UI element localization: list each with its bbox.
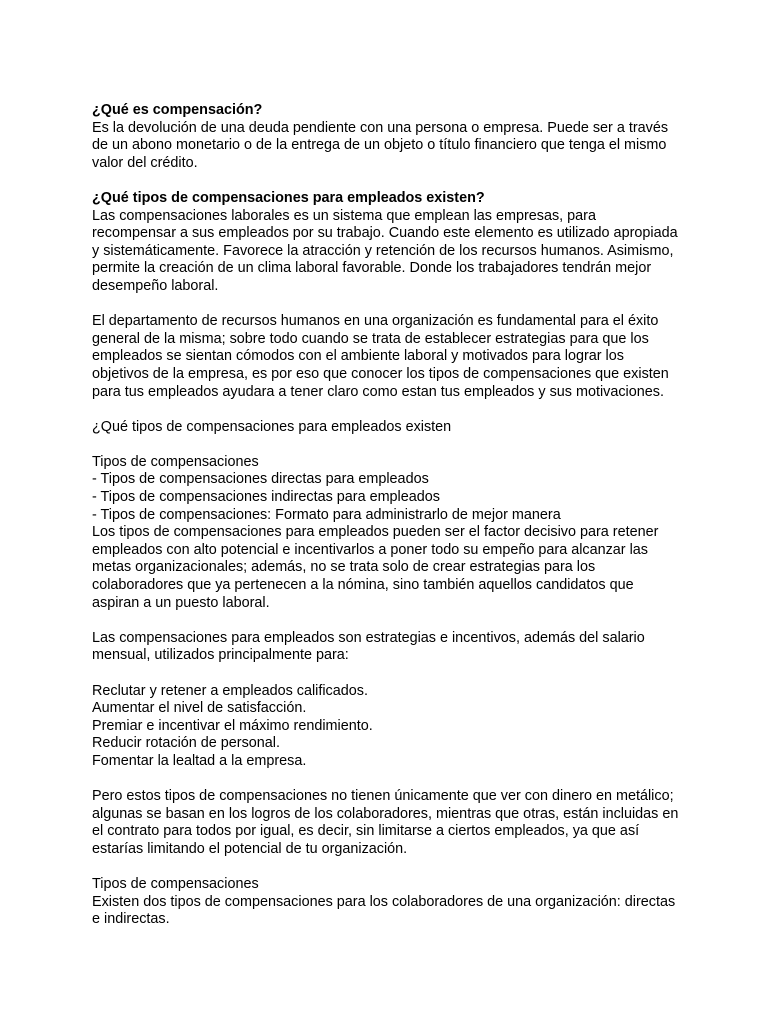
paragraph-line: e indirectas. [92,911,170,928]
paragraph-line: y sistemáticamente. Favorece la atracción y retención de los recursos humanos. Asimismo, [92,242,674,259]
paragraph-gap [92,665,692,683]
paragraph-line: estarías limitando el potencial de tu organización. [92,840,408,857]
paragraph-gap [92,172,692,190]
paragraph-line: Las compensaciones laborales es un sistema que emplean las empresas, para [92,207,596,224]
list-item: Fomentar la lealtad a la empresa. [92,752,307,769]
paragraph-line: algunas se basan en los logros de los colaboradores, mientras que otras, están incluidas en [92,805,679,822]
subheading-line: Tipos de compensaciones [92,876,259,893]
paragraph-gap [92,436,692,454]
paragraph-gap [92,296,692,314]
paragraph-line: El departamento de recursos humanos en una organización es fundamental para el éxito [92,313,659,330]
paragraph-gap [92,401,692,419]
paragraph-line: desempeño laboral. [92,277,219,294]
list-item: Aumentar el nivel de satisfacción. [92,700,307,717]
subheading-line: Tipos de compensaciones [92,453,259,470]
paragraph-gap [92,771,692,789]
paragraph-line: empleados se sientan cómodos con el ambiente laboral y motivados para lograr los [92,348,624,365]
paragraph-dos-tipos [92,876,692,929]
paragraph-line: Las compensaciones para empleados son estrategias e incentivos, además del salario [92,629,645,646]
paragraph-line: Existen dos tipos de compensaciones para los colaboradores de una organización: directas [92,893,676,910]
list-item: - Tipos de compensaciones indirectas para empleados [92,489,440,506]
list-item: - Tipos de compensaciones directas para empleados [92,471,429,488]
paragraph-gap [92,612,692,630]
paragraph-line: Es la devolución de una deuda pendiente con una persona o empresa. Puede ser a través [92,119,669,136]
list-item: Reclutar y retener a empleados calificados. [92,682,368,699]
paragraph-line: permite la creación de un clima laboral favorable. Donde los trabajadores tendrán mejor [92,260,652,277]
paragraph-line: valor del crédito. [92,154,198,171]
list-item: - Tipos de compensaciones: Formato para administrarlo de mejor manera [92,506,561,523]
section-que-es-compensacion [92,102,692,172]
paragraph-tipos-list [92,454,692,612]
paragraph-line: para tus empleados ayudara a tener claro como estan tus empleados y sus motivaciones. [92,383,664,400]
section-heading: ¿Qué tipos de compensaciones para empleados existen? [92,189,485,206]
paragraph-line: colaboradores que ya pertenecen a la nómina, sino también aquellos candidatos que [92,577,634,594]
paragraph-recursos-humanos [92,313,692,401]
section-heading: ¿Qué es compensación? [92,102,263,118]
section-tipos-de-compensaciones [92,190,692,296]
paragraph-line: el contrato para todos por igual, es decir, sin limitarse a ciertos empleados, ya que así [92,823,640,840]
paragraph-line: Los tipos de compensaciones para empleados pueden ser el factor decisivo para retener [92,524,659,541]
paragraph-question [92,419,692,437]
paragraph-line: metas organizacionales; además, no se trata solo de crear estrategias para los [92,559,596,576]
paragraph-dinero-metalico [92,788,692,858]
paragraph-line: de un abono monetario o de la entrega de un objeto o título financiero que tenga el mismo [92,137,667,154]
paragraph-line: ¿Qué tipos de compensaciones para empleados existen [92,418,452,435]
list-item: Premiar e incentivar el máximo rendimiento. [92,717,373,734]
list-item: Reducir rotación de personal. [92,735,280,752]
paragraph-line: empleados con alto potencial e incentivarlos a poner todo su empeño para alcanzar las [92,541,648,558]
paragraph-line: aspiran a un puesto laboral. [92,594,270,611]
paragraph-estrategias [92,630,692,665]
document-body [92,102,692,929]
paragraph-line: mensual, utilizados principalmente para: [92,647,349,664]
paragraph-gap [92,859,692,877]
paragraph-line: general de la misma; sobre todo cuando se trata de establecer estrategias para que los [92,330,649,347]
paragraph-line: recompensar a sus empleados por su trabajo. Cuando este elemento es utilizado apropiada [92,225,678,242]
paragraph-line: Pero estos tipos de compensaciones no tienen únicamente que ver con dinero en metálico; [92,788,674,805]
paragraph-objetivos-list [92,683,692,771]
paragraph-line: objetivos de la empresa, es por eso que conocer los tipos de compensaciones que existen [92,365,669,382]
